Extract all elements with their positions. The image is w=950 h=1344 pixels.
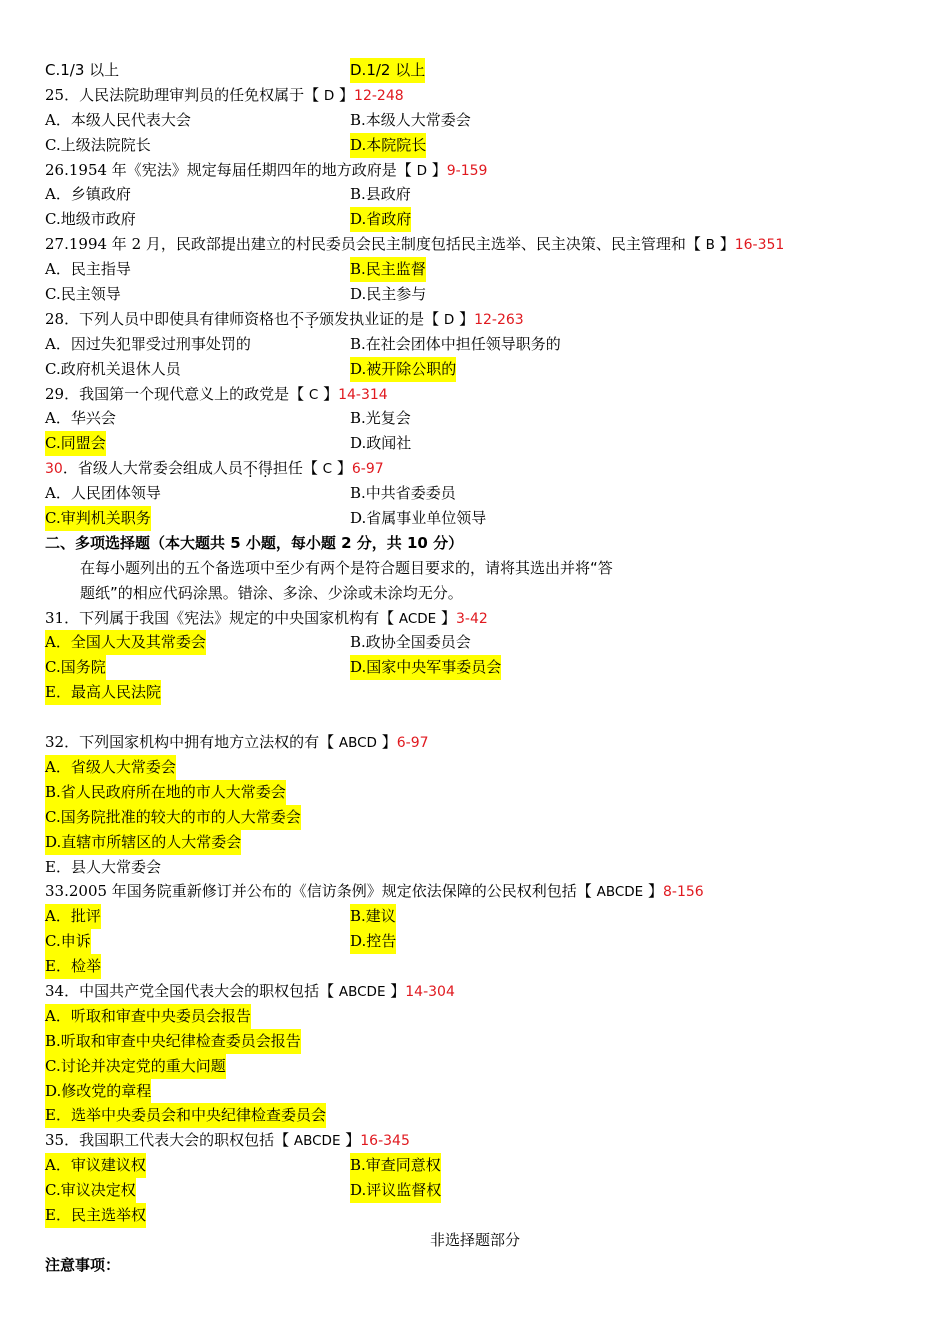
question-text: 25．人民法院助理审判员的任免权属于【 <box>45 85 324 104</box>
answer: C <box>308 386 319 403</box>
option-a-correct: A．批评 <box>45 904 101 929</box>
question-31: 31．下列属于我国《宪法》规定的中央国家机构有【 ACDE 】3-42 <box>45 608 488 627</box>
option-a: A．因过失犯罪受过刑事处罚的 <box>45 334 251 353</box>
option-row <box>45 1054 905 1079</box>
option-a: A．人民团体领导 <box>45 484 161 503</box>
option-a-correct: A．审议建议权 <box>45 1153 146 1178</box>
question-25: 25．人民法院助理审判员的任免权属于【 D 】12-248 <box>45 85 404 104</box>
option-row <box>45 780 905 805</box>
option-b-correct: B.建议 <box>350 904 396 929</box>
option-row <box>45 1103 905 1128</box>
answer: ABCDE <box>293 1133 341 1150</box>
question-35: 35．我国职工代表大会的职权包括【 ABCDE 】16-345 <box>45 1131 410 1150</box>
option-b: B.中共省委委员 <box>350 484 456 503</box>
answer: ABCDE <box>338 983 386 1000</box>
option-d-correct: D.省政府 <box>350 207 411 232</box>
emphasis-char: 得 <box>257 459 273 478</box>
option-row <box>45 182 905 207</box>
option-a-correct: A．省级人大常委会 <box>45 755 176 780</box>
page-reference: 16-345 <box>360 1133 410 1150</box>
option-d-correct: D.评议监督权 <box>350 1178 441 1203</box>
option-b: B.本级人大常委会 <box>350 110 471 129</box>
option-row <box>45 929 905 954</box>
option-c-correct: C.国务院批准的较大的市的人大常委会 <box>45 805 301 830</box>
option-d: D.民主参与 <box>350 285 427 304</box>
option-row <box>45 680 905 705</box>
question-text: 29．我国第一个现代意义上的政党是【 <box>45 384 309 403</box>
option-c-correct: C.审议决定权 <box>45 1178 136 1203</box>
option-row <box>45 431 905 456</box>
option-row <box>45 257 905 282</box>
page-reference: 14-304 <box>405 983 455 1000</box>
option-e-correct: E．民主选举权 <box>45 1203 146 1228</box>
option-c-correct: C.同盟会 <box>45 431 106 456</box>
option-a: A．民主指导 <box>45 260 131 279</box>
question-text: 33.2005 年国务院重新修订并公布的《信访条例》规定依法保障的公民权利包括【 <box>45 882 597 901</box>
option-d-correct: D.本院院长 <box>350 133 426 158</box>
option-b: B.在社会团体中担任领导职务的 <box>350 334 561 353</box>
option-row <box>45 655 905 680</box>
option-row <box>45 332 905 357</box>
option-d: D.政闻社 <box>350 434 412 453</box>
option-row <box>45 1153 905 1178</box>
question-number: 30 <box>45 461 63 478</box>
option-c: C.民主领导 <box>45 285 121 304</box>
question-text: 31．下列属于我国《宪法》规定的中央国家机构有【 <box>45 608 399 627</box>
option-row <box>45 904 905 929</box>
question-text: 26.1954 年《宪法》规定每届任期四年的地方政府是【 <box>45 160 417 179</box>
option-e-correct: E．检举 <box>45 954 101 979</box>
option-a: A．本级人民代表大会 <box>45 110 191 129</box>
option-c-correct: C.讨论并决定党的重大问题 <box>45 1054 226 1079</box>
page-reference: 8-156 <box>662 884 704 901</box>
option-row <box>45 58 905 83</box>
option-e-correct: E．选举中央委员会和中央纪律检查委员会 <box>45 1103 326 1128</box>
question-28: 28．下列人员中即使具有律师资格也不予颁发执业证的是【 D 】12-263 <box>45 309 524 328</box>
page-reference: 14-314 <box>338 386 388 403</box>
option-row <box>45 357 905 382</box>
option-d-correct: D.控告 <box>350 929 396 954</box>
question-30: 30．省级人大常委会组成人员不得担任【 C 】6-97 <box>45 459 384 478</box>
question-text: ．省级人大常委会组成人员 <box>62 459 243 478</box>
option-b-correct: B.审查同意权 <box>350 1153 441 1178</box>
page-reference: 16-351 <box>734 237 785 254</box>
section-title: 非选择题部分 <box>429 1230 520 1249</box>
option-row <box>45 108 905 133</box>
option-row <box>45 630 905 655</box>
answer: ACDE <box>398 610 437 627</box>
option-row <box>45 1203 905 1228</box>
answer: ABCD <box>338 735 377 752</box>
page-reference: 9-159 <box>446 162 488 179</box>
question-32: 32．下列国家机构中拥有地方立法权的有【 ABCD 】6-97 <box>45 733 429 752</box>
blank-line <box>45 705 905 730</box>
option-c: C.地级市政府 <box>45 210 136 229</box>
option-c: C.政府机关退休人员 <box>45 359 181 378</box>
option-a-correct: A．听取和审查中央委员会报告 <box>45 1004 251 1029</box>
option-c-correct: C.国务院 <box>45 655 106 680</box>
option-c: C.上级法院院长 <box>45 135 151 154</box>
option-b: B.政协全国委员会 <box>350 633 471 652</box>
option-e: E．县人大常委会 <box>45 857 161 876</box>
option-a-correct: A．全国人大及其常委会 <box>45 630 206 655</box>
option-row <box>45 207 905 232</box>
option-row <box>45 133 905 158</box>
question-27: 27.1994 年 2 月，民政部提出建立的村民委员会民主制度包括民主选举、民主决策、民主管理和【 B 】16-351 <box>45 235 785 254</box>
option-b-correct: B.听取和审查中央纪律检查委员会报告 <box>45 1029 301 1054</box>
option-row <box>45 830 905 855</box>
option-b: B.光复会 <box>350 409 411 428</box>
option-d-correct: D.国家中央军事委员会 <box>350 655 501 680</box>
emphasis-char: 予 <box>304 309 320 328</box>
option-row <box>45 1004 905 1029</box>
option-row <box>45 755 905 780</box>
option-row <box>45 1029 905 1054</box>
option-d-correct: D.修改党的章程 <box>45 1079 151 1104</box>
option-row <box>45 282 905 307</box>
emphasis-char: 不 <box>242 459 258 478</box>
page-reference: 6-97 <box>351 461 384 478</box>
question-29: 29．我国第一个现代意义上的政党是【 C 】14-314 <box>45 384 388 403</box>
option-row <box>45 481 905 506</box>
question-text: 34．中国共产党全国代表大会的职权包括【 <box>45 981 339 1000</box>
option-row <box>45 954 905 979</box>
option-b-correct: B.民主监督 <box>350 257 426 282</box>
exam-page <box>45 58 905 1278</box>
option-b-correct: B.省人民政府所在地的市人大常委会 <box>45 780 286 805</box>
option-row <box>45 1079 905 1104</box>
answer: C <box>322 461 333 478</box>
question-text: 27.1994 年 2 月，民政部提出建立的村民委员会民主制度包括民主选举、民主决策、民主管理和【 <box>45 235 706 254</box>
option-a: A．华兴会 <box>45 409 116 428</box>
option-d-correct: D.1/2 以上 <box>350 58 425 83</box>
page-reference: 6-97 <box>396 735 429 752</box>
answer: D <box>443 311 455 328</box>
option-c-correct: C.审判机关职务 <box>45 506 151 531</box>
option-d-correct: D.直辖市所辖区的人大常委会 <box>45 830 241 855</box>
option-c: C.1/3 以上 <box>45 61 120 79</box>
question-26: 26.1954 年《宪法》规定每届任期四年的地方政府是【 D 】9-159 <box>45 160 488 179</box>
option-c-correct: C.申诉 <box>45 929 91 954</box>
option-e-correct: E．最高人民法院 <box>45 680 161 705</box>
page-reference: 3-42 <box>456 610 488 627</box>
question-33: 33.2005 年国务院重新修订并公布的《信访条例》规定依法保障的公民权利包括【 ABCDE 】8-156 <box>45 882 704 901</box>
answer: B <box>705 237 715 254</box>
question-text: 35．我国职工代表大会的职权包括【 <box>45 1131 294 1150</box>
section-heading: 二、多项选择题（本大题共 5 小题，每小题 2 分，共 10 分） <box>45 533 464 552</box>
answer: ABCDE <box>596 884 644 901</box>
option-b: B.县政府 <box>350 185 411 204</box>
question-text: 32．下列国家机构中拥有地方立法权的有【 <box>45 733 339 752</box>
notes-heading: 注意事项： <box>45 1255 121 1274</box>
option-row <box>45 805 905 830</box>
page-reference: 12-263 <box>474 311 524 328</box>
emphasis-char: 不 <box>289 309 305 328</box>
page-reference: 12-248 <box>354 87 404 104</box>
option-row <box>45 855 905 880</box>
question-text: 28．下列人员中即使具有律师资格也 <box>45 309 290 328</box>
option-a: A．乡镇政府 <box>45 185 131 204</box>
answer: D <box>416 162 427 179</box>
option-row <box>45 406 905 431</box>
answer: D <box>323 87 335 104</box>
option-row <box>45 1178 905 1203</box>
section-instructions: 题纸”的相应代码涂黑。错涂、多涂、少涂或未涂均无分。 <box>80 583 463 602</box>
option-d-correct: D.被开除公职的 <box>350 357 456 382</box>
option-row <box>45 506 905 531</box>
option-d: D.省属事业单位领导 <box>350 509 487 528</box>
section-instructions: 在每小题列出的五个备选项中至少有两个是符合题目要求的，请将其选出并将“答 <box>80 558 613 577</box>
question-34: 34．中国共产党全国代表大会的职权包括【 ABCDE 】14-304 <box>45 981 455 1000</box>
